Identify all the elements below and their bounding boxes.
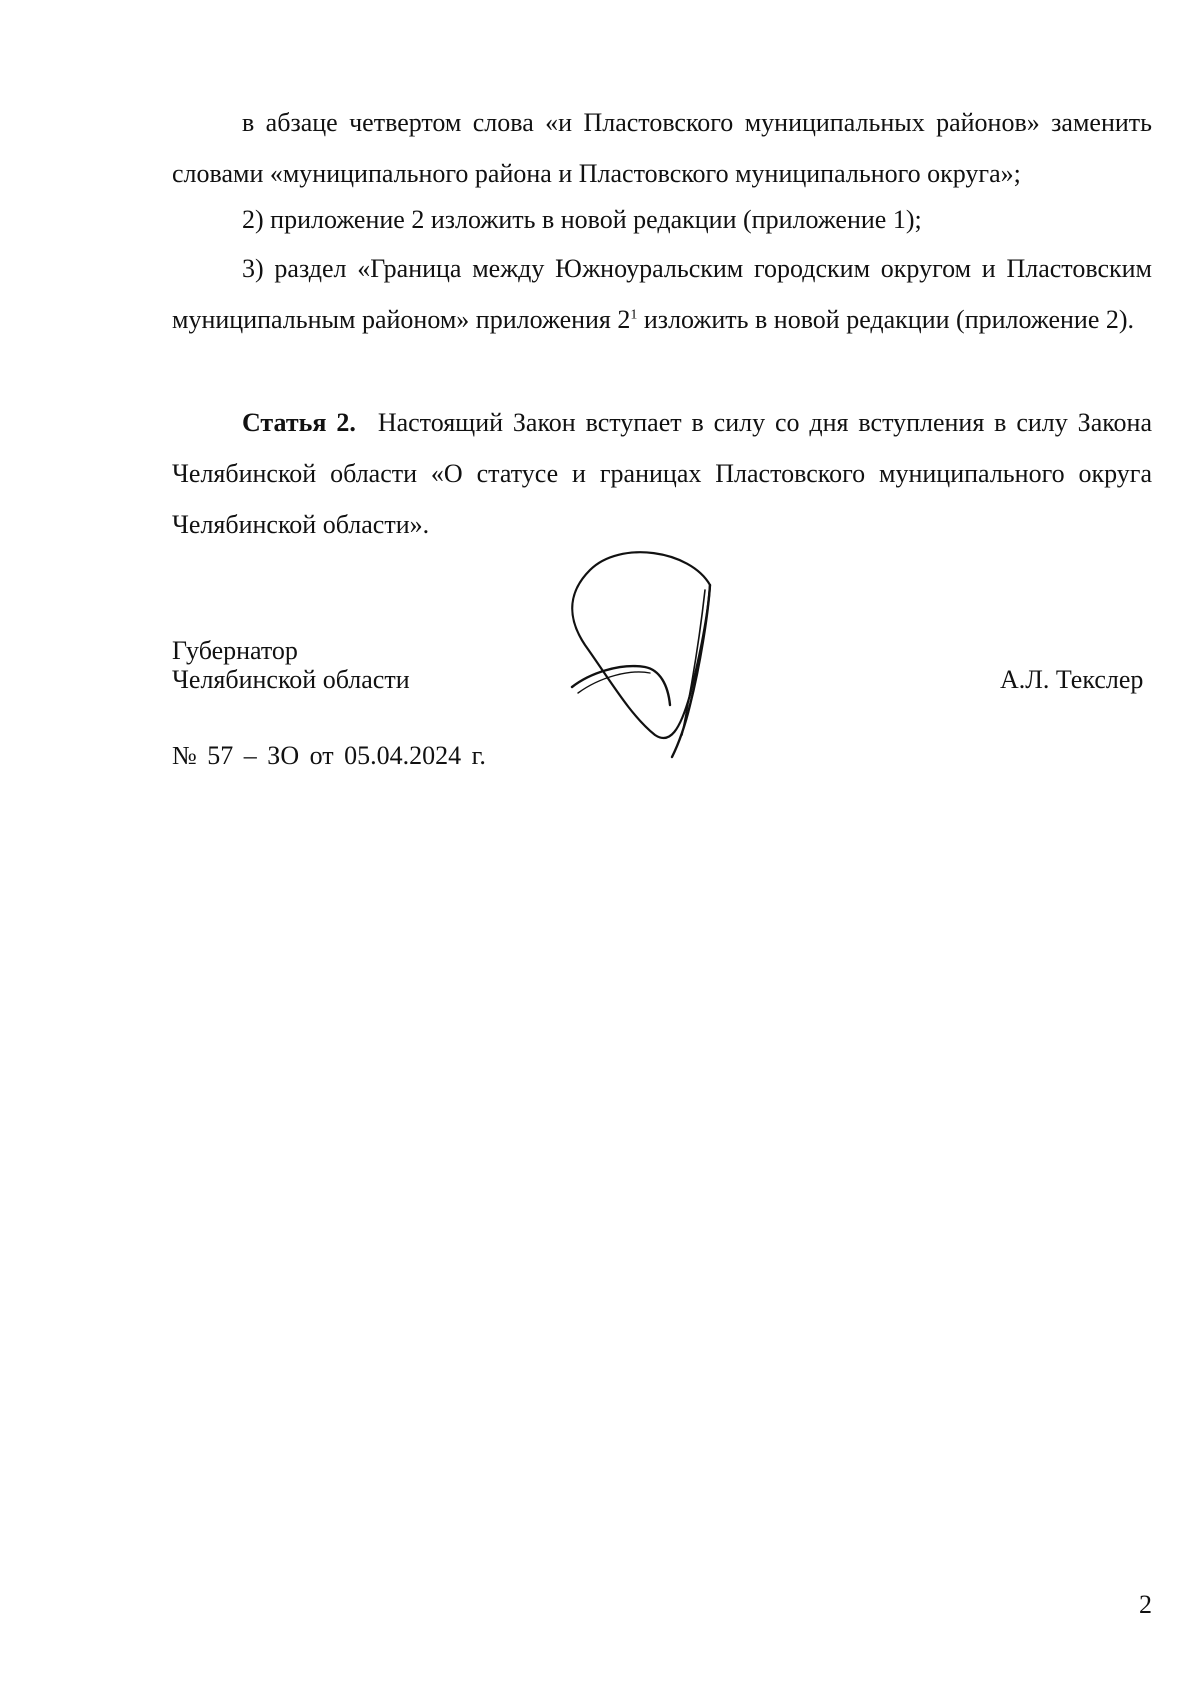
paragraph-item-3-tail: изложить в новой редакции (приложение 2). (637, 305, 1135, 334)
paragraph-item-3-text: 3) раздел «Граница между Южноуральским городским округом и Пластовским муниципальным районом» приложения 2 (172, 254, 1152, 334)
signatory-name: А.Л. Текслер (1000, 665, 1144, 694)
page-number: 2 (1139, 1590, 1152, 1619)
superscript-index: 1 (630, 307, 638, 323)
signatory-title-line-2: Челябинской области (172, 665, 410, 694)
document-number: № 57 – ЗО от 05.04.2024 г. (172, 741, 486, 770)
paragraph-item-2: 2) приложение 2 изложить в новой редакции (приложение 1); (242, 205, 922, 234)
article-label: Статья 2. (242, 408, 356, 437)
article-text: Настоящий Закон вступает в силу со дня вступления в силу Закона Челябинской области «О статусе и границах Пластовского муниципального округа Челябинской области». (172, 408, 1152, 539)
article-2 (172, 397, 1152, 550)
paragraph-amendment-fourth-indent: в абзаце четвертом слова «и Пластовского муниципальных районов» заменить словами «муниципального района и Пластовского муниципального округа»; (172, 108, 1152, 188)
paragraph-item-3 (172, 243, 1152, 345)
signatory-title-line-1: Губернатор (172, 636, 298, 665)
signatory-title (172, 636, 410, 694)
handwritten-signature (560, 545, 760, 760)
